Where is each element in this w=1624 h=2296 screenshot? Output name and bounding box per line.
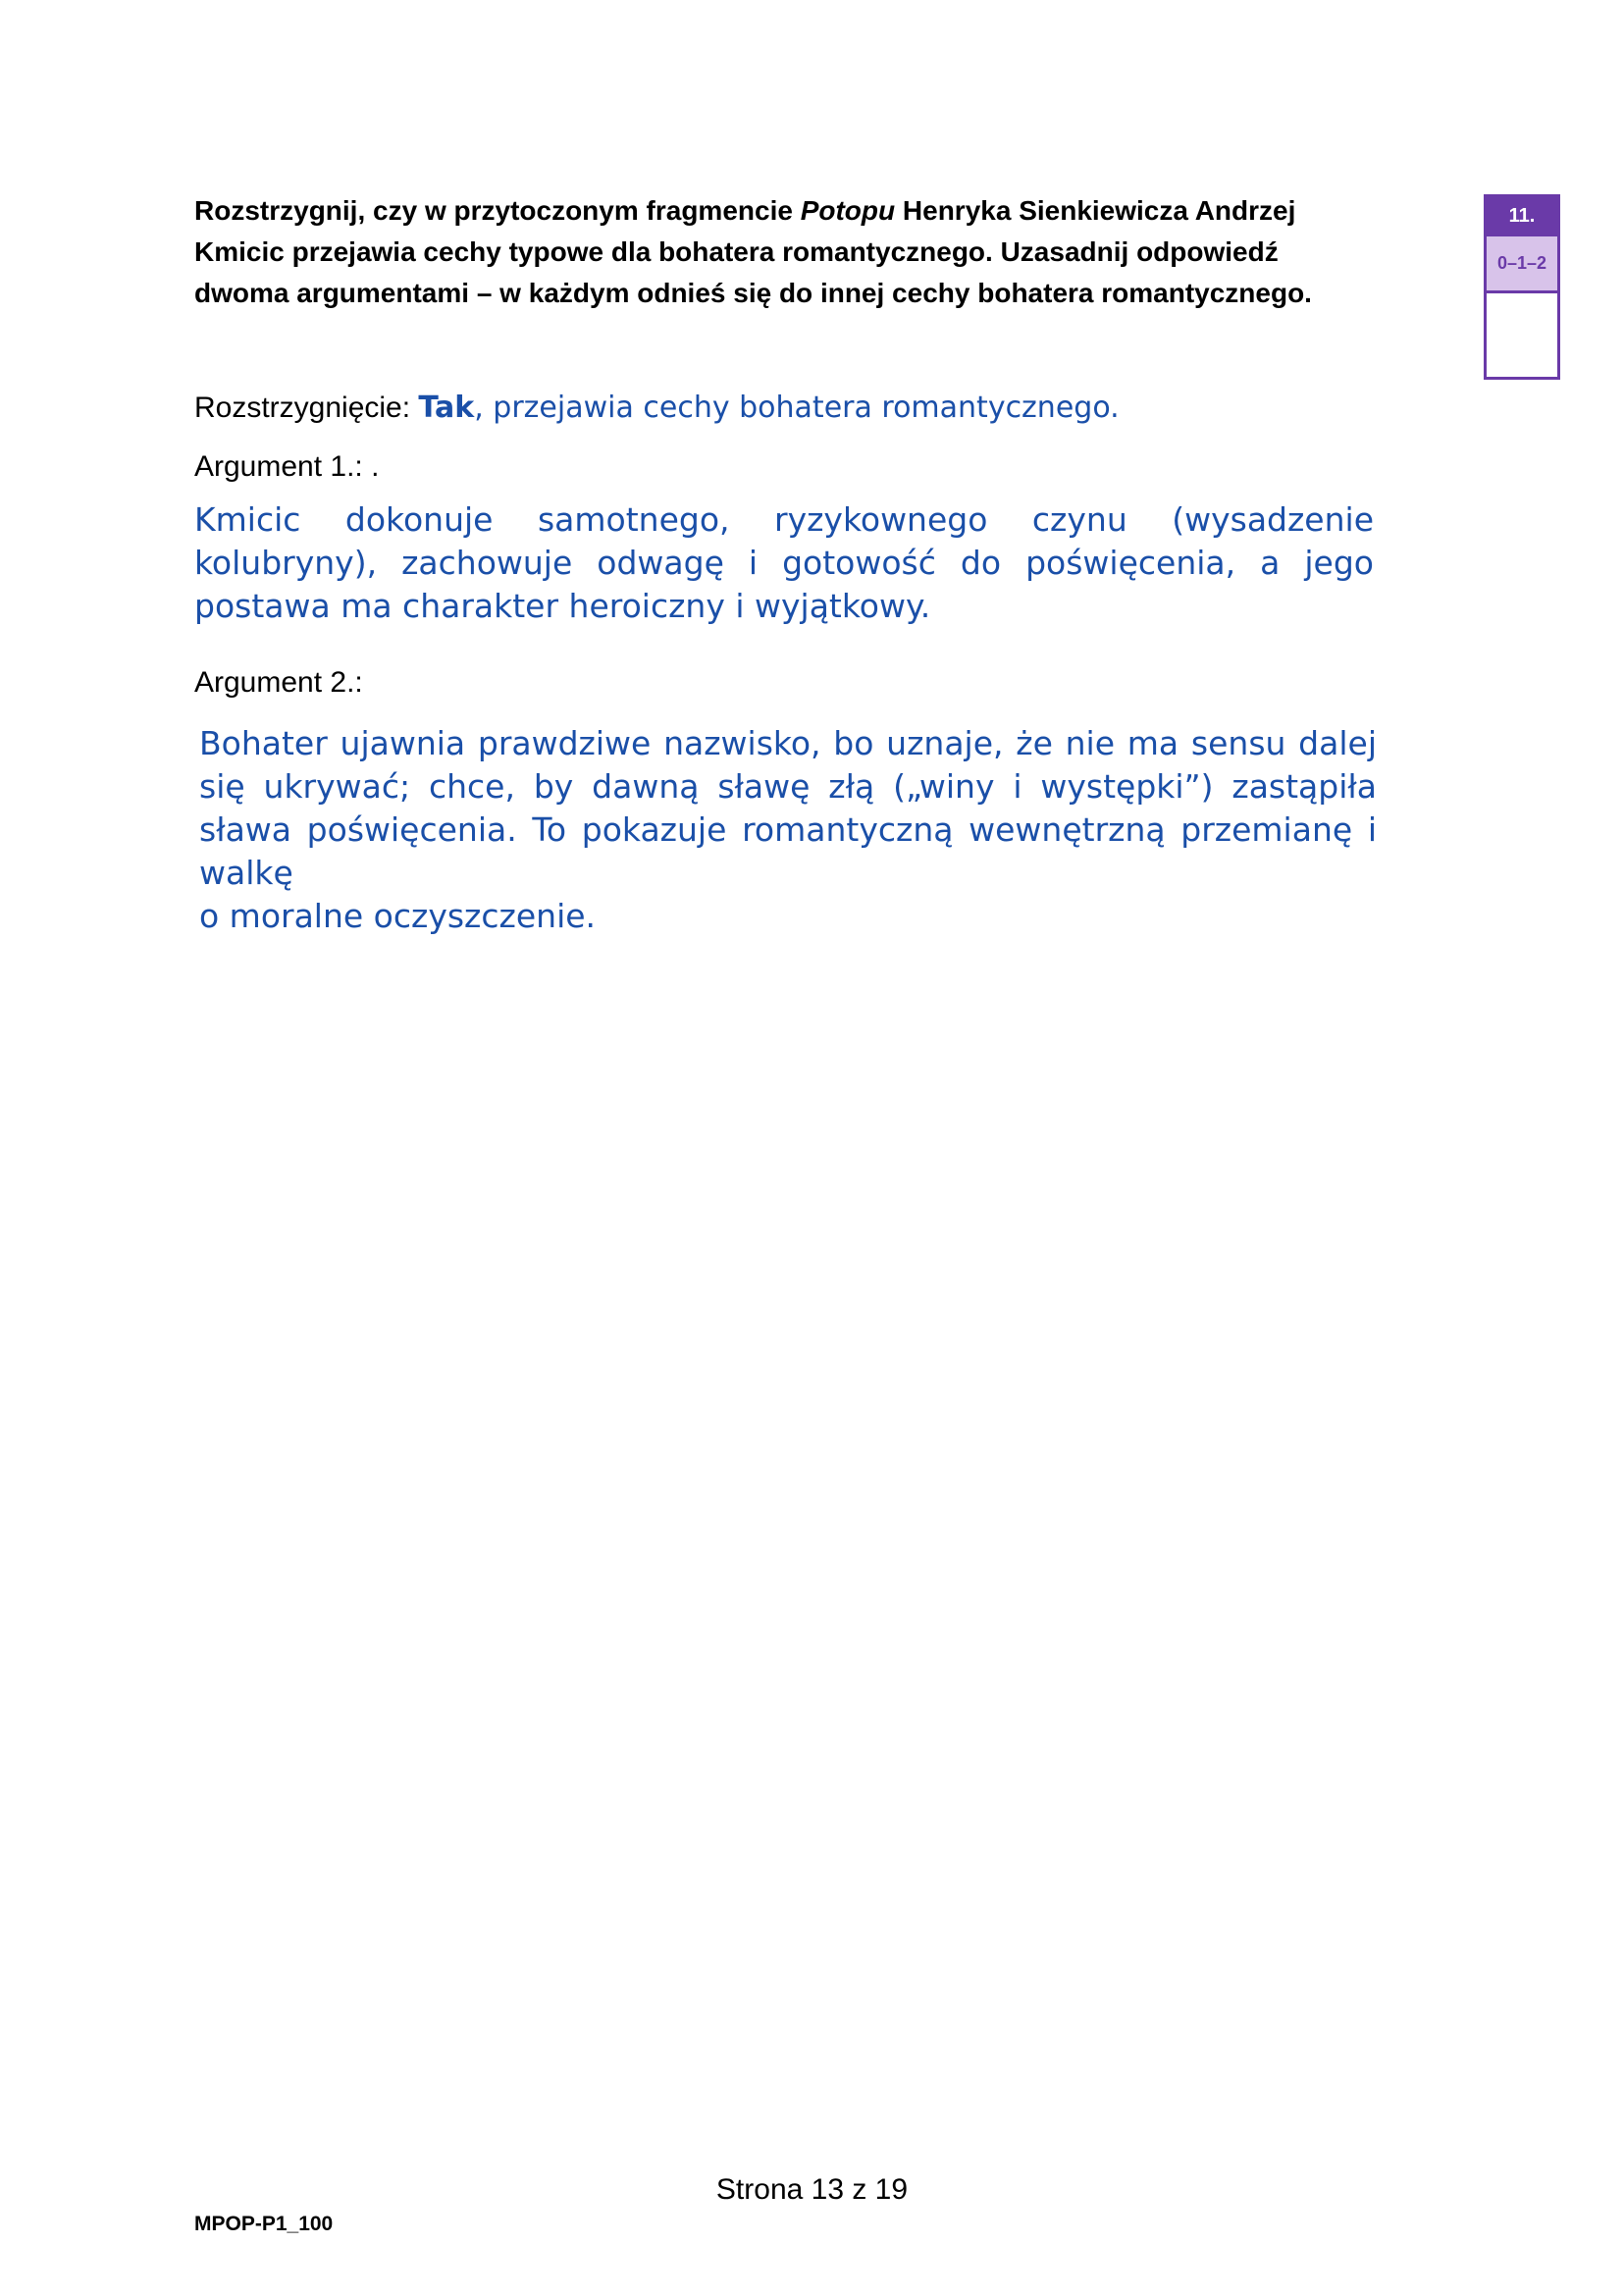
score-entry-field[interactable] [1487, 293, 1557, 377]
argument1-label: Argument 1.: . [194, 450, 380, 483]
book-title: Potopu [800, 195, 896, 226]
argument2-answer-main: Bohater ujawnia prawdziwe nazwisko, bo uznaje, że nie ma sensu dalej się ukrywać; chce, by dawną sławę złą („winy i występki”) zastąpiła sława poświęcenia. To pokazuje romantyczną wewnętrzną przemianę i walkę [199, 724, 1377, 892]
question-part2: Henryka Sienkiewicza Andrzej Kmicic przejawia cechy typowe dla bohatera romantycznego. Uzasadnij odpowiedź dwoma argumentami – w każdym odnieś się do innej cechy bohatera romantycznego. [194, 195, 1312, 308]
argument2-label: Argument 2.: [194, 666, 363, 699]
document-code: MPOP-P1_100 [194, 2213, 334, 2235]
task-number: 11. [1487, 197, 1557, 235]
verdict-answer-bold: Tak [418, 391, 475, 425]
verdict-label: Rozstrzygnięcie: [194, 391, 411, 424]
question-text [194, 190, 1372, 314]
verdict-answer-rest: , przejawia cechy bohatera romantycznego. [474, 391, 1120, 425]
verdict-answer [418, 391, 1119, 425]
score-range: 0–1–2 [1487, 235, 1557, 293]
score-box [1484, 194, 1560, 380]
page-number: Strona 13 z 19 [715, 2173, 909, 2206]
question-part1: Rozstrzygnij, czy w przytoczonym fragmencie [194, 195, 801, 226]
argument1-answer: Kmicic dokonuje samotnego, ryzykownego czynu (wysadzenie kolubryny), zachowuje odwagę i gotowość do poświęcenia, a jego postawa ma charakter heroiczny i wyjątkowy. [194, 500, 1374, 625]
verdict-line [194, 391, 1120, 426]
argument2-answer [199, 722, 1377, 938]
argument2-answer-last: o moralne oczyszczenie. [199, 897, 597, 935]
